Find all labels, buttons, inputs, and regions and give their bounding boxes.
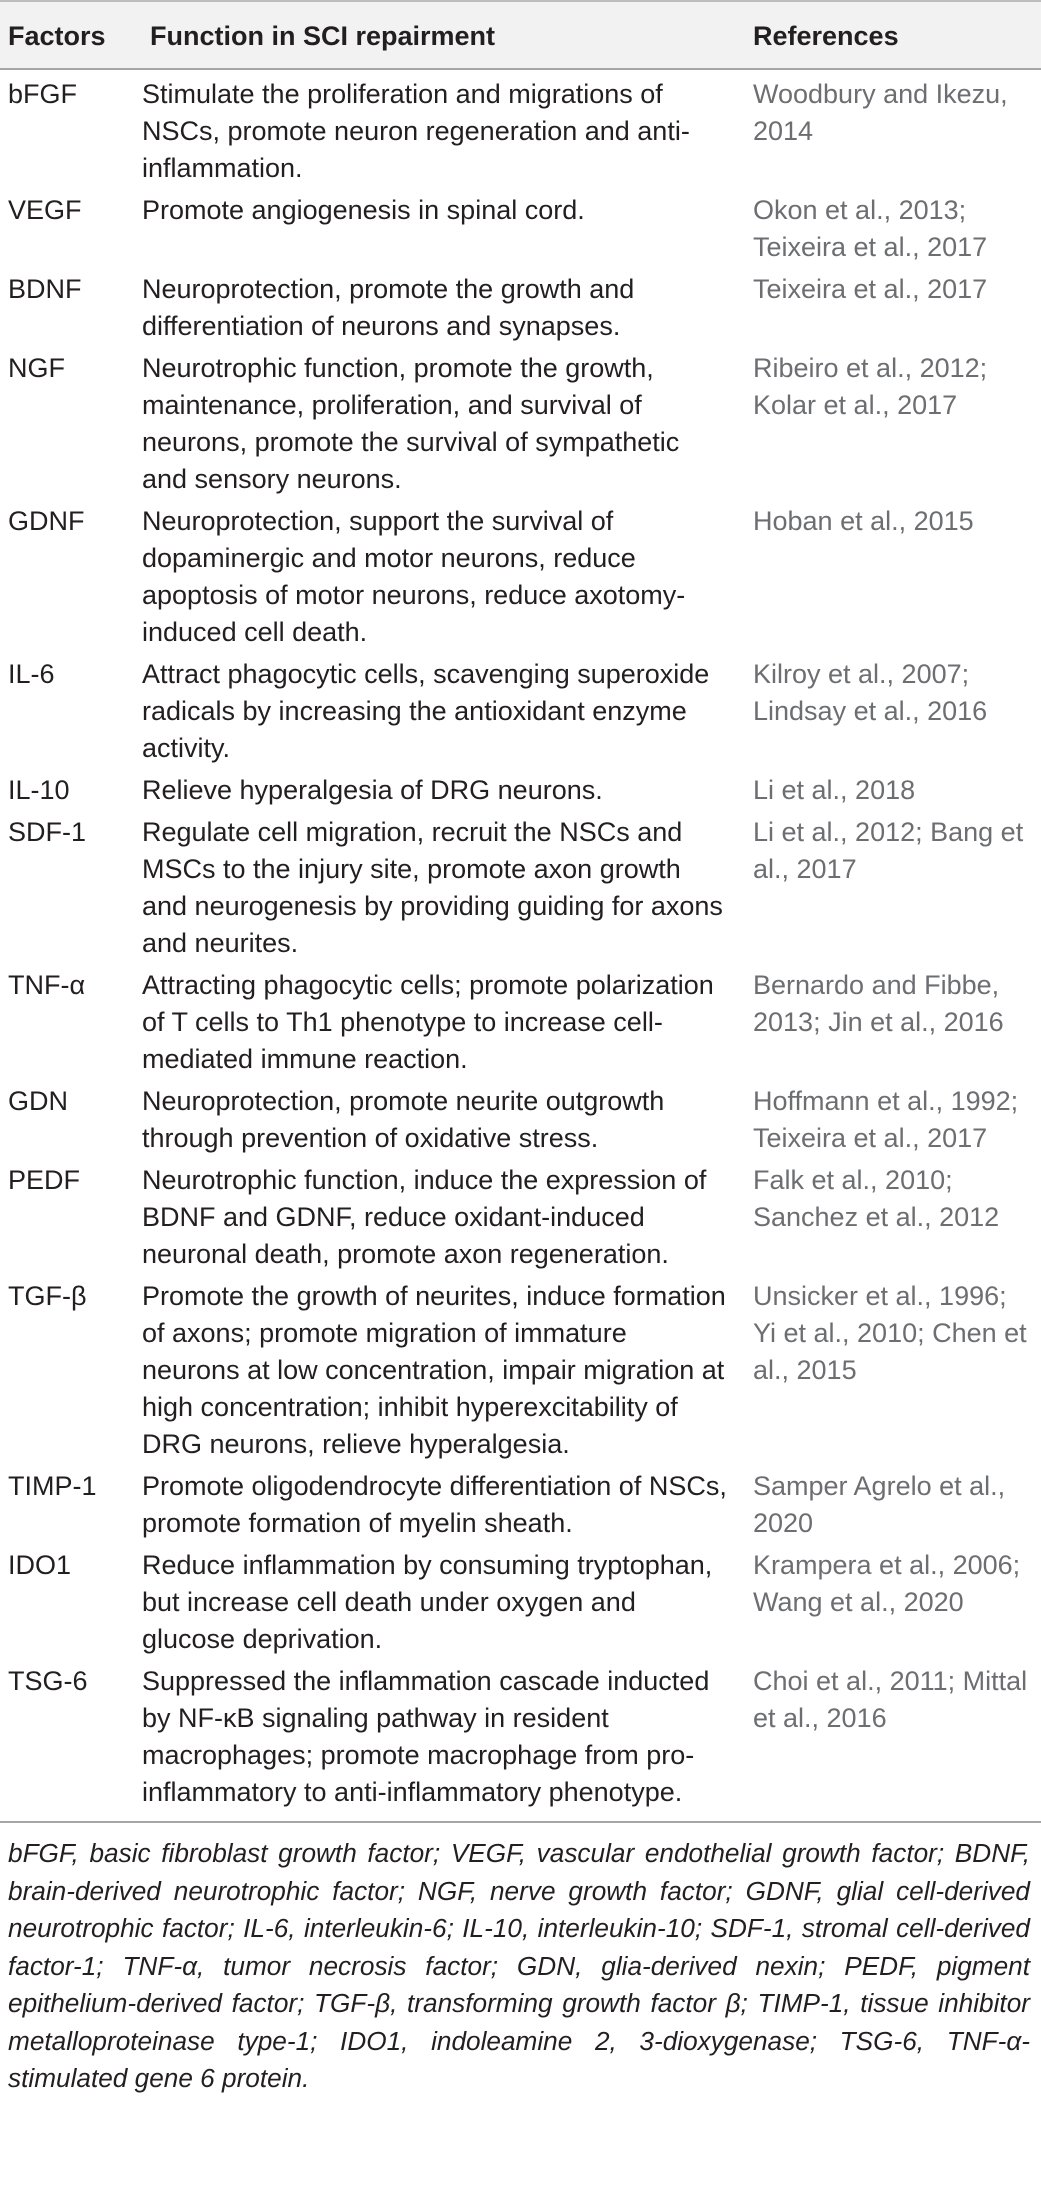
references-cell: Kilroy et al., 2007; Lindsay et al., 2016	[753, 659, 988, 726]
table-row	[0, 1659, 1041, 1821]
references-cell: Woodbury and Ikezu, 2014	[753, 79, 1008, 146]
table-row	[0, 499, 1041, 652]
table-row	[0, 267, 1041, 346]
references-cell: Choi et al., 2011; Mittal et al., 2016	[753, 1666, 1028, 1733]
references-cell: Li et al., 2018	[753, 775, 916, 805]
header-function: Function in SCI repairment	[142, 1, 749, 69]
factor-cell: GDN	[8, 1086, 68, 1116]
function-cell: Neurotrophic function, promote the growth, maintenance, proliferation, and survival of neurons, promote the survival of sympathetic and sensory neurons.	[142, 353, 680, 494]
references-cell: Hoban et al., 2015	[753, 506, 974, 536]
references-cell: Bernardo and Fibbe, 2013; Jin et al., 2016	[753, 970, 1004, 1037]
table-row	[0, 768, 1041, 810]
factor-cell: GDNF	[8, 506, 85, 536]
factor-cell: VEGF	[8, 195, 82, 225]
function-cell: Stimulate the proliferation and migrations of NSCs, promote neuron regeneration and anti-inflammation.	[142, 79, 690, 183]
table-row	[0, 1158, 1041, 1274]
references-cell: Li et al., 2012; Bang et al., 2017	[753, 817, 1024, 884]
references-cell: Ribeiro et al., 2012; Kolar et al., 2017	[753, 353, 988, 420]
factor-cell: BDNF	[8, 274, 82, 304]
table-row	[0, 346, 1041, 499]
references-cell: Hoffmann et al., 1992; Teixeira et al., 2017	[753, 1086, 1019, 1153]
table-row	[0, 188, 1041, 267]
factor-cell: IDO1	[8, 1550, 72, 1580]
factor-cell: NGF	[8, 353, 65, 383]
factor-cell: bFGF	[8, 79, 78, 109]
factor-cell: TNF-α	[8, 970, 86, 1000]
references-cell: Okon et al., 2013; Teixeira et al., 2017	[753, 195, 988, 262]
factor-cell: SDF-1	[8, 817, 87, 847]
function-cell: Promote oligodendrocyte differentiation of NSCs, promote formation of myelin sheath.	[142, 1471, 727, 1538]
factor-cell: TIMP-1	[8, 1471, 97, 1501]
table-header	[0, 1, 1041, 69]
table-footnote: bFGF, basic fibroblast growth factor; VEGF, vascular endothelial growth factor; BDNF, brain-derived neurotrophic factor; NGF, nerve growth factor; GDNF, glial cell-derived neurotrophic factor; IL-6, interleukin-6; IL-10, interleukin-10; SDF-1, stromal cell-derived factor-1; TNF-α, tumor necrosis factor; GDN, glia-derived nexin; PEDF, pigment epithelium-derived factor; TGF-β, transforming growth factor β; TIMP-1, tissue inhibitor metalloproteinase type-1; IDO1, indoleamine 2, 3-dioxygenase; TSG-6, TNF-α-stimulated gene 6 protein.	[8, 1838, 1030, 2093]
references-cell: Krampera et al., 2006; Wang et al., 2020	[753, 1550, 1021, 1617]
function-cell: Neurotrophic function, induce the expression of BDNF and GDNF, reduce oxidant-induced neuronal death, promote axon regeneration.	[142, 1165, 707, 1269]
table-row	[0, 69, 1041, 188]
factor-cell: IL-6	[8, 659, 55, 689]
table-row	[0, 1274, 1041, 1464]
header-row	[0, 1, 1041, 69]
references-cell: Teixeira et al., 2017	[753, 274, 988, 304]
function-cell: Neuroprotection, support the survival of dopaminergic and motor neurons, reduce apoptosis of motor neurons, reduce axotomy-induced cell death.	[142, 506, 686, 647]
function-cell: Reduce inflammation by consuming tryptophan, but increase cell death under oxygen and glucose deprivation.	[142, 1550, 713, 1654]
header-references: References	[749, 1, 1041, 69]
factor-cell: PEDF	[8, 1165, 81, 1195]
table-row	[0, 652, 1041, 768]
table-body	[0, 69, 1041, 1821]
table-row	[0, 810, 1041, 963]
factor-cell: TGF-β	[8, 1281, 87, 1311]
table-row	[0, 963, 1041, 1079]
function-cell: Neuroprotection, promote neurite outgrowth through prevention of oxidative stress.	[142, 1086, 665, 1153]
references-cell: Samper Agrelo et al., 2020	[753, 1471, 1006, 1538]
table-row	[0, 1464, 1041, 1543]
table-row	[0, 1543, 1041, 1659]
references-cell: Falk et al., 2010; Sanchez et al., 2012	[753, 1165, 1000, 1232]
table-bottom-rule	[0, 1821, 1041, 1823]
function-cell: Attract phagocytic cells, scavenging superoxide radicals by increasing the antioxidant enzyme activity.	[142, 659, 710, 763]
function-cell: Regulate cell migration, recruit the NSCs and MSCs to the injury site, promote axon growth and neurogenesis by providing guiding for axons and neurites.	[142, 817, 723, 958]
header-factors: Factors	[0, 1, 142, 69]
function-cell: Relieve hyperalgesia of DRG neurons.	[142, 775, 603, 805]
function-cell: Attracting phagocytic cells; promote polarization of T cells to Th1 phenotype to increase cell-mediated immune reaction.	[142, 970, 714, 1074]
function-cell: Promote angiogenesis in spinal cord.	[142, 195, 585, 225]
references-cell: Unsicker et al., 1996; Yi et al., 2010; Chen et al., 2015	[753, 1281, 1027, 1385]
function-cell: Suppressed the inflammation cascade inducted by NF-κB signaling pathway in resident macrophages; promote macrophage from pro-inflammatory to anti-inflammatory phenotype.	[142, 1666, 710, 1807]
function-cell: Neuroprotection, promote the growth and differentiation of neurons and synapses.	[142, 274, 635, 341]
function-cell: Promote the growth of neurites, induce formation of axons; promote migration of immature neurons at low concentration, impair migration at high concentration; inhibit hyperexcitability of DRG neurons, relieve hyperalgesia.	[142, 1281, 726, 1459]
table-row	[0, 1079, 1041, 1158]
factor-cell: IL-10	[8, 775, 70, 805]
factor-cell: TSG-6	[8, 1666, 88, 1696]
